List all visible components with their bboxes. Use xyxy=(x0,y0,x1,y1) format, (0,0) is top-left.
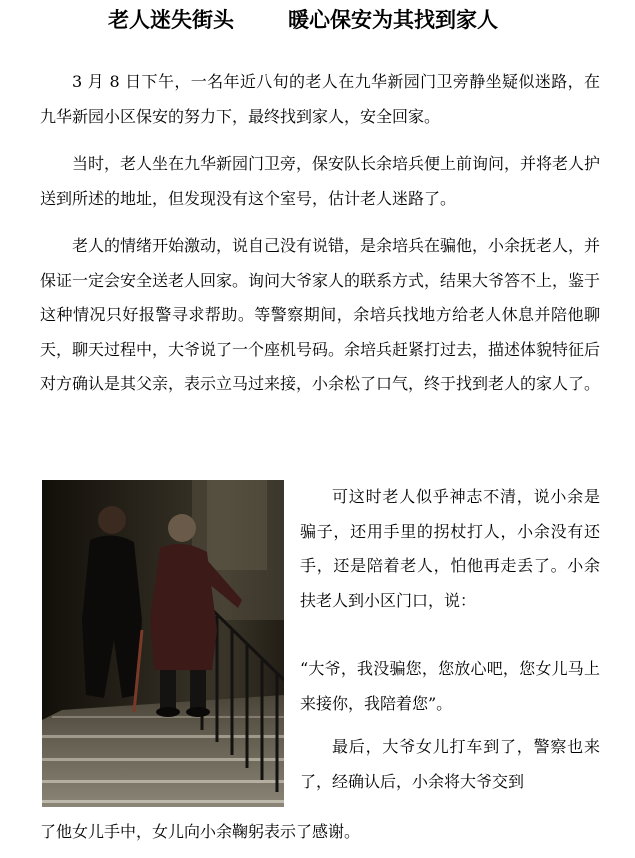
paragraph-3: 老人的情绪开始激动，说自己没有说错，是余培兵在骗他，小余抚老人，并保证一定会安全送老人回家。询问大爷家人的联系方式，结果大爷答不上，鉴于这种情况只好报警寻求帮助。等警察期间，余培兵找地方给老人休息并陪他聊天，聊天过程中，大爷说了一个座机号码。余培兵赶紧打过去，描述体貌特征后对方确认是其父亲，表示立马过来接，小余松了口气，终于找到老人的家人了。 xyxy=(40,236,601,393)
stairwell-photo xyxy=(42,480,284,807)
title-part-1: 老人迷失街头 xyxy=(108,8,234,32)
side-paragraph-1: 可这时老人似乎神志不清，说小余是骗子，还用手里的拐杖打人，小余没有还手，还是陪着老人，怕他再走丢了。小余扶老人到小区门口，说： xyxy=(300,487,600,610)
side-paragraph-quote: “大爷，我没骗您，您放心吧，您女儿马上来接你，我陪着您”。 xyxy=(300,659,600,713)
side-paragraph-2: 最后，大爷女儿打车到了，警察也来了，经确认后，小余将大爷交到 xyxy=(300,737,600,791)
title-part-2: 暖心保安为其找到家人 xyxy=(288,8,498,32)
closing-line: 了他女儿手中，女儿向小余鞠躬表示了感谢。 xyxy=(40,822,361,841)
paragraph-1: 3 月 8 日下午，一名年近八旬的老人在九华新园门卫旁静坐疑似迷路，在九华新园小区保安的努力下，最终找到家人，安全回家。 xyxy=(40,72,600,126)
paragraph-2: 当时，老人坐在九华新园门卫旁，保安队长余培兵便上前询问，并将老人护送到所述的地址，但发现没有这个室号，估计老人迷路了。 xyxy=(40,154,601,208)
article-title xyxy=(0,4,635,36)
